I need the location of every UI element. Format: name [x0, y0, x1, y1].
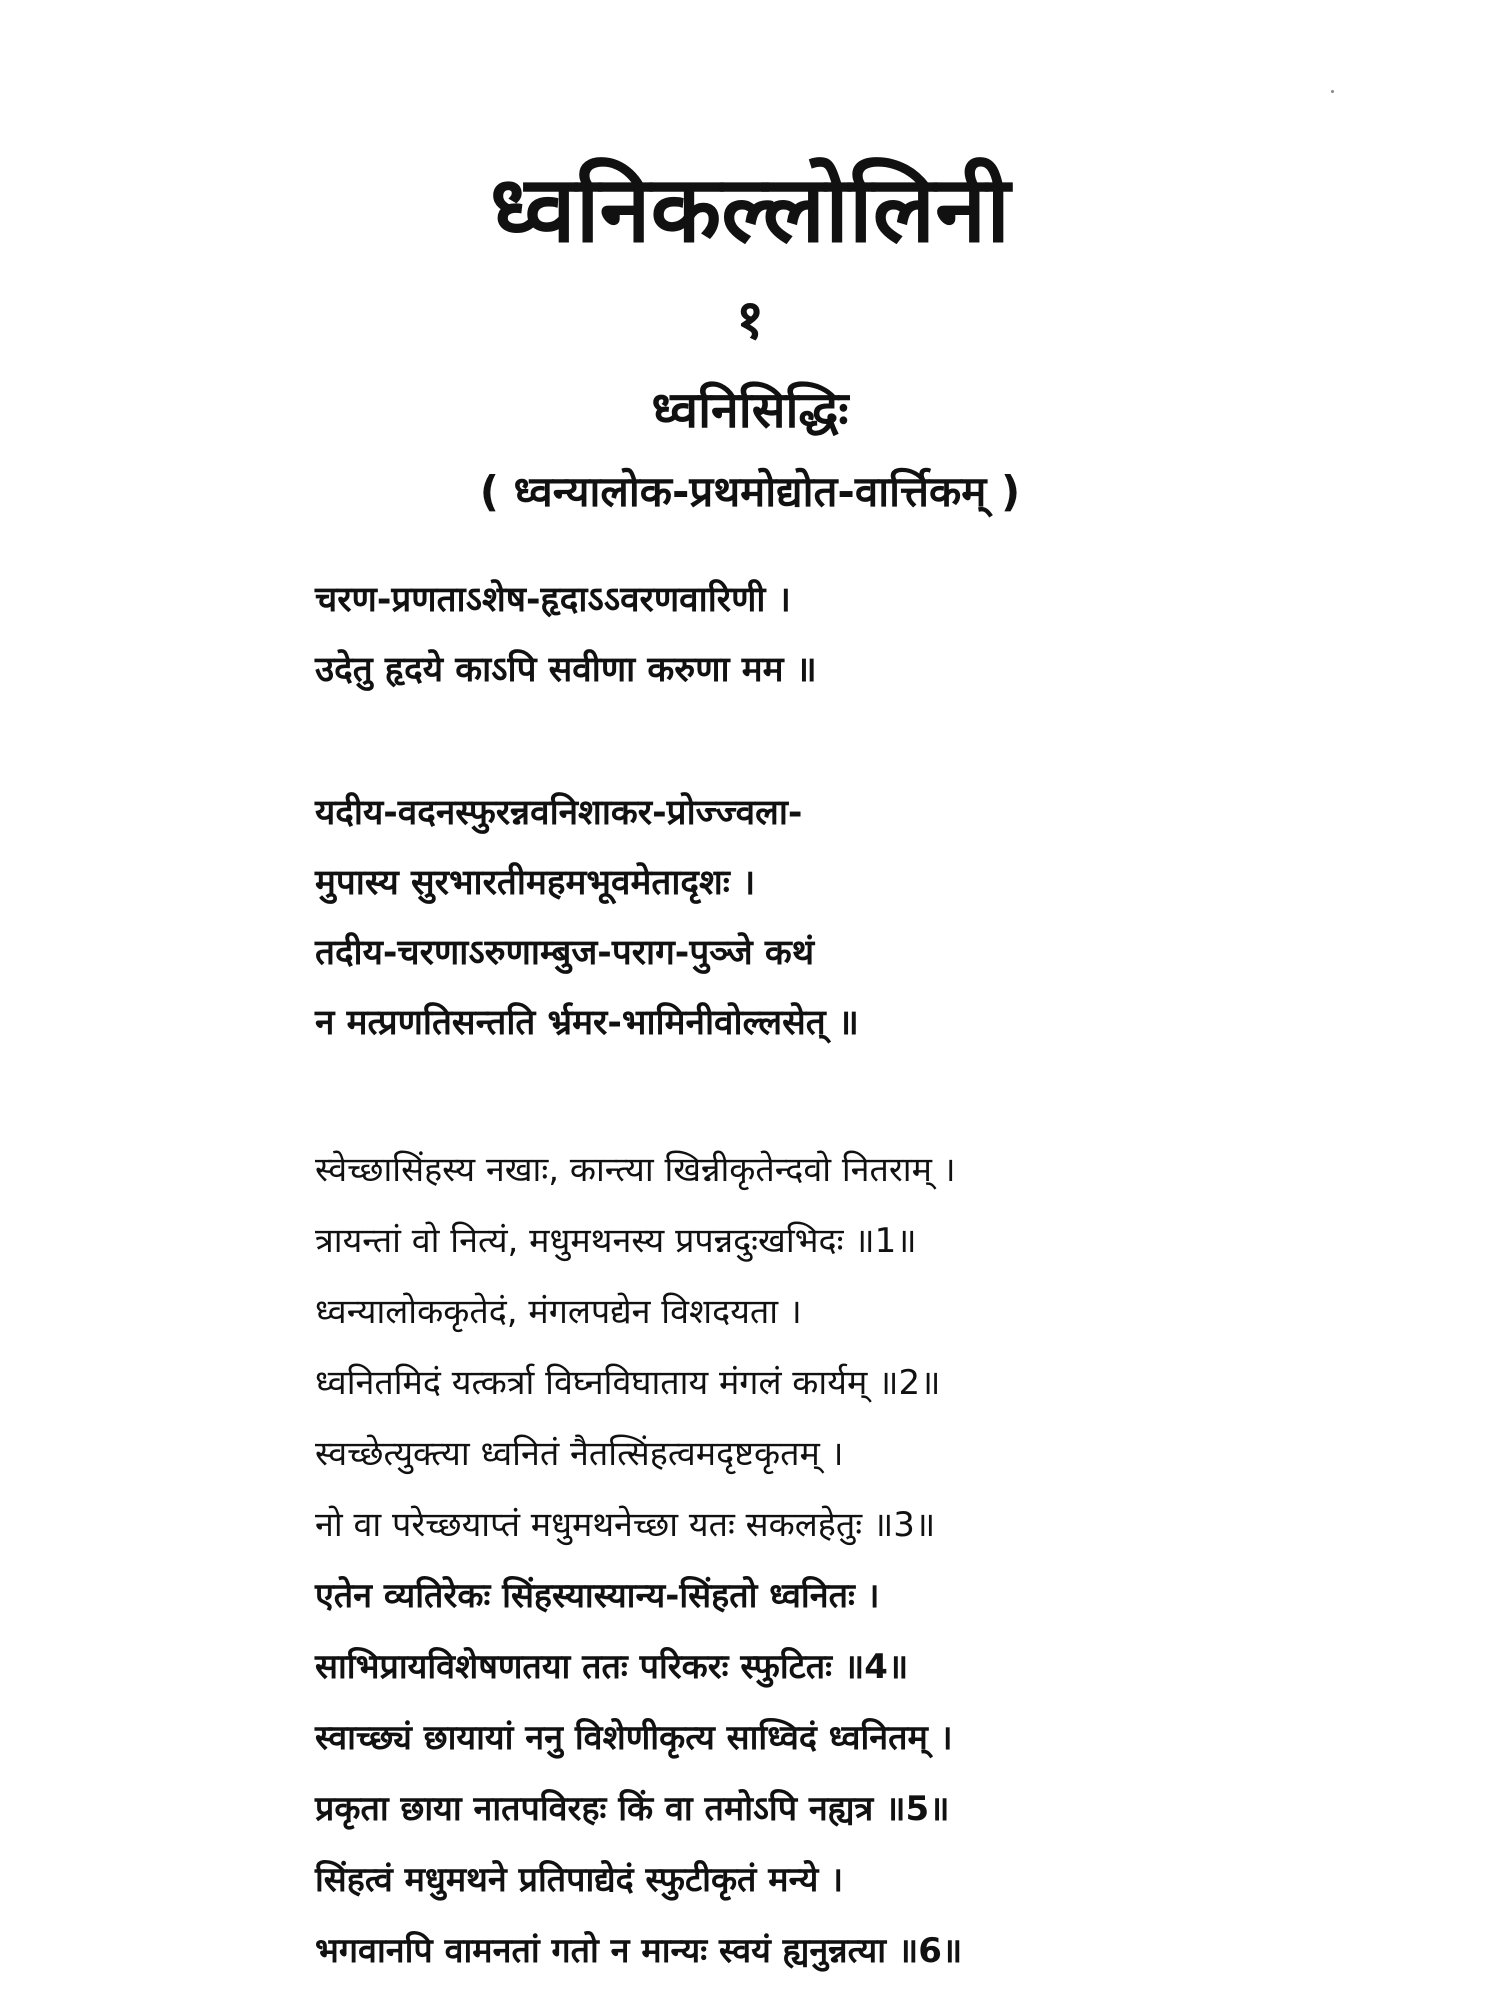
page-speck — [1331, 90, 1334, 93]
karika-line: एतेन व्यतिरेकः सिंहस्यास्यान्य-सिंहतो ध्वनितः । — [315, 1576, 880, 1616]
mangala-verse-2 — [315, 778, 1315, 1058]
book-title: ध्वनिकल्लोलिनी — [489, 156, 1011, 263]
karika-line: सिंहत्वं मधुमथने प्रतिपाद्येदं स्फुटीकृतं मन्ये । — [315, 1860, 844, 1900]
karika-block — [315, 1135, 1315, 1987]
karika-line: नो वा परेच्छयाप्तं मधुमथनेच्छा यतः सकलहेतुः ॥3॥ — [315, 1505, 936, 1545]
mangala-verse-1 — [315, 565, 1315, 705]
verse-line: तदीय-चरणाऽरुणाम्बुज-पराग-पुञ्जे कथं — [315, 933, 815, 973]
chapter-title: ध्वनिसिद्धिः — [651, 381, 849, 439]
karika-line: स्वाच्छ्यं छायायां ननु विशेणीकृत्य साध्विदं ध्वनितम् । — [315, 1718, 953, 1758]
chapter-number: १ — [735, 288, 765, 351]
karika-line: त्रायन्तां वो नित्यं, मधुमथनस्य प्रपन्नदुःखभिदः ॥1॥ — [315, 1221, 917, 1261]
karika-line: साभिप्रायविशेषणतया ततः परिकरः स्फुटितः ॥4॥ — [315, 1647, 909, 1687]
karika-line: ध्वनितमिदं यत्कर्त्रा विघ्नविघाताय मंगलं कार्यम् ॥2॥ — [315, 1363, 941, 1403]
verse-line: न मत्प्रणतिसन्तति र्भ्रमर-भामिनीवोल्लसेत् ॥ — [315, 1003, 859, 1043]
karika-line: प्रकृता छाया नातपविरहः किं वा तमोऽपि नह्यत्र ॥5॥ — [315, 1789, 950, 1829]
verse-line: चरण-प्रणताऽशेष-हृदाऽऽवरणवारिणी । — [315, 580, 791, 620]
chapter-subtitle: ( ध्वन्यालोक-प्रथमोद्योत-वार्त्तिकम् ) — [479, 467, 1021, 516]
karika-line: ध्वन्यालोककृतेदं, मंगलपद्येन विशदयता । — [315, 1292, 802, 1332]
verse-line: उदेतु हृदये काऽपि सवीणा करुणा मम ॥ — [315, 650, 817, 690]
karika-line: स्वच्छेत्युक्त्या ध्वनितं नैतत्सिंहत्वमदृष्टकृतम् । — [315, 1434, 844, 1474]
karika-line: भगवानपि वामनतां गतो न मान्यः स्वयं ह्यनुन्नत्या ॥6॥ — [315, 1931, 963, 1971]
verse-line: यदीय-वदनस्फुरन्नवनिशाकर-प्रोज्ज्वला- — [315, 793, 803, 833]
karika-line: स्वेच्छासिंहस्य नखाः, कान्त्या खिन्नीकृतेन्दवो नितराम् । — [315, 1150, 956, 1190]
verse-line: मुपास्य सुरभारतीमहमभूवमेतादृशः । — [315, 863, 756, 903]
